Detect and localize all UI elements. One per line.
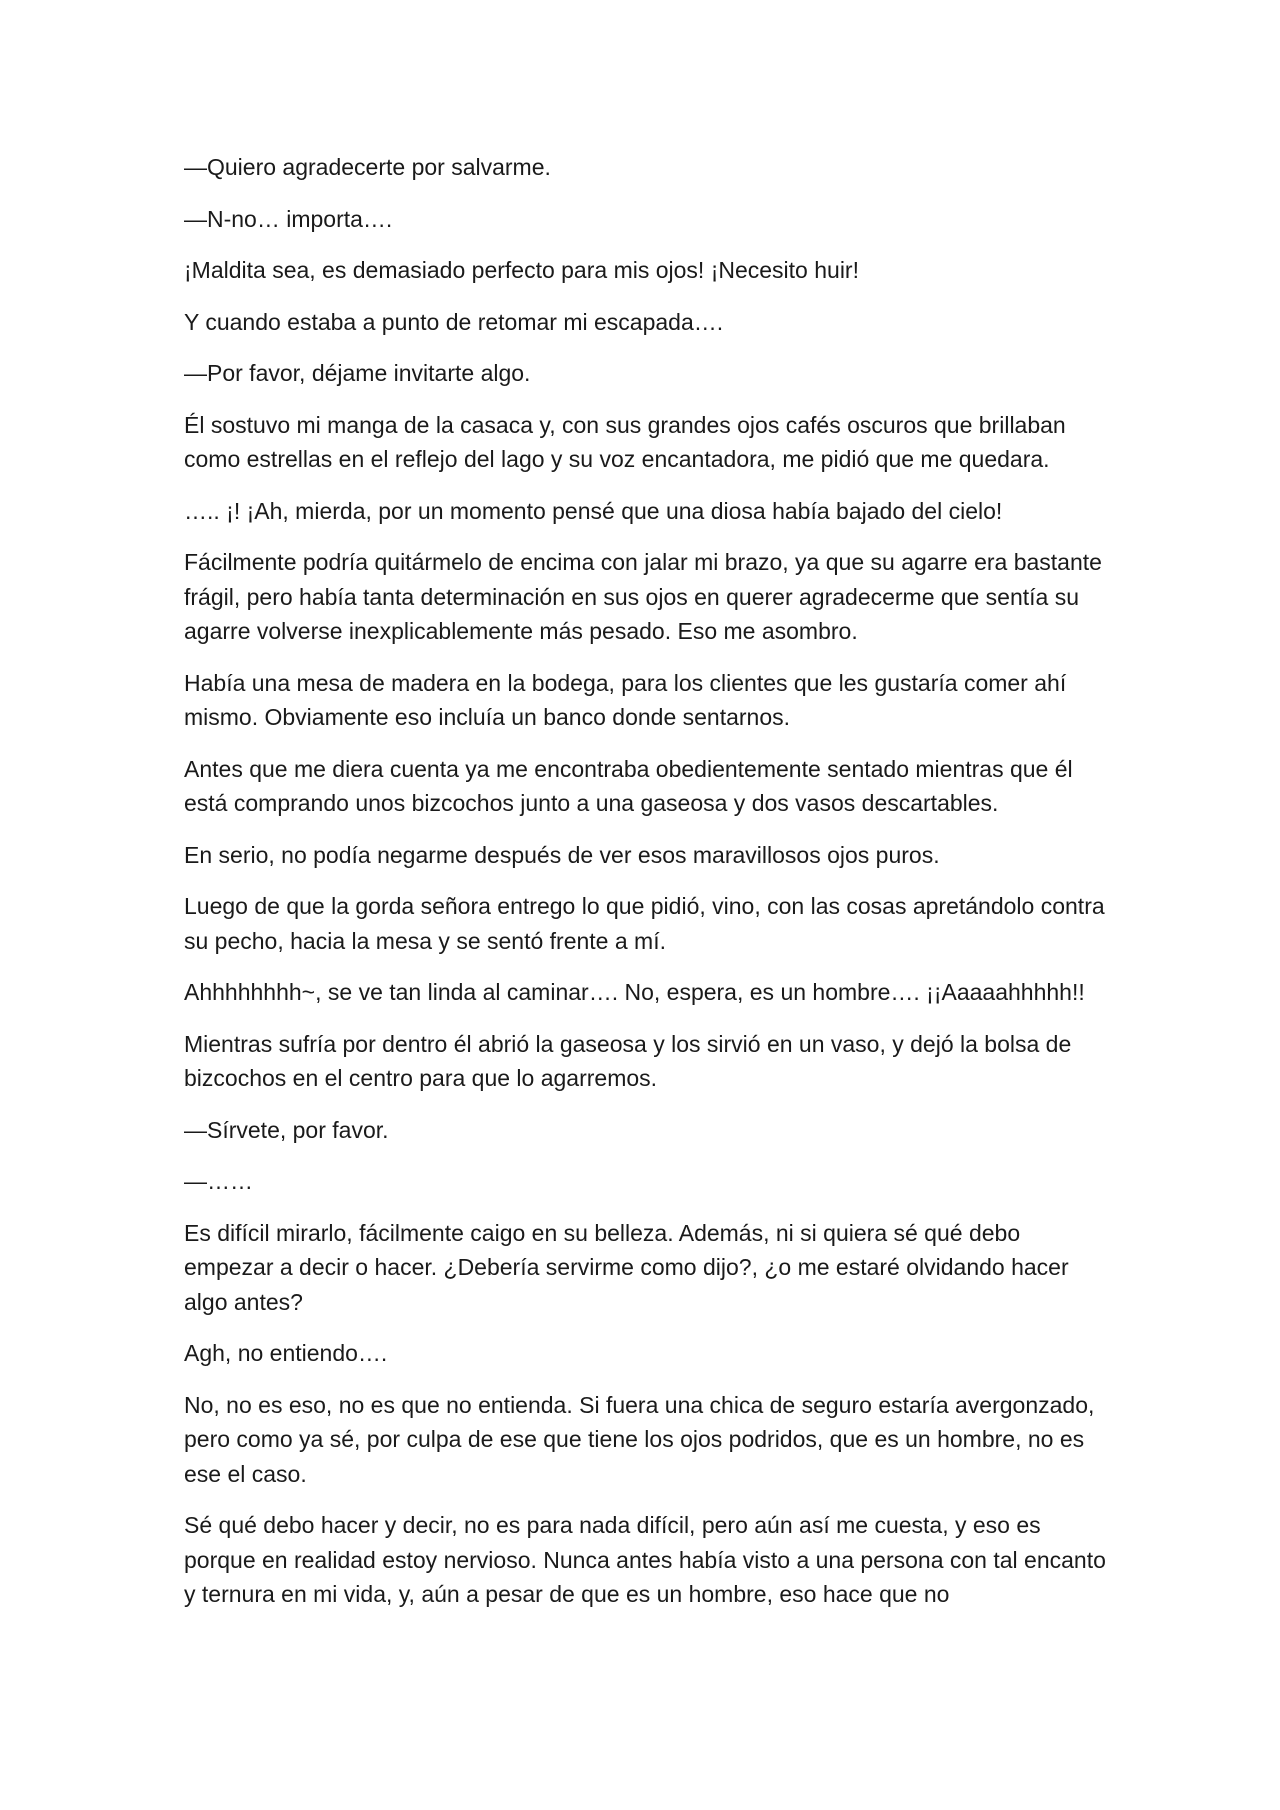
- paragraph: No, no es eso, no es que no entienda. Si fuera una chica de seguro estaría avergonzado, pero como ya sé, por culpa de ese que tiene los ojos podridos, que es un hombre, no es ese el caso.: [184, 1391, 1095, 1487]
- paragraph: Mientras sufría por dentro él abrió la gaseosa y los sirvió en un vaso, y dejó la bolsa de bizcochos en el centro para que lo agarremos.: [184, 1030, 1072, 1091]
- paragraph: Había una mesa de madera en la bodega, para los clientes que les gustaría comer ahí mismo. Obviamente eso incluía un banco donde sentarnos.: [184, 669, 1067, 730]
- paragraph: Antes que me diera cuenta ya me encontraba obedientemente sentado mientras que él está comprando unos bizcochos junto a una gaseosa y dos vasos descartables.: [184, 755, 1073, 816]
- paragraph: Sé qué debo hacer y decir, no es para nada difícil, pero aún así me cuesta, y eso es porque en realidad estoy nervioso. Nunca antes había visto a una persona con tal encanto y ternura en mi vida, y, aún a pesar de que es un hombre, eso hace que no: [184, 1512, 1106, 1607]
- paragraph: —Por favor, déjame invitarte algo.: [184, 360, 531, 386]
- paragraph: Fácilmente podría quitármelo de encima con jalar mi brazo, ya que su agarre era bastante frágil, pero había tanta determinación en sus ojos en querer agradecerme que sentía su agarre volverse inexplicablemente más pesado. Eso me asombro.: [184, 549, 1102, 644]
- paragraph: En serio, no podía negarme después de ver esos maravillosos ojos puros.: [184, 841, 940, 868]
- paragraph: Es difícil mirarlo, fácilmente caigo en su belleza. Además, ni si quiera sé qué debo empezar a decir o hacer. ¿Debería servirme como dijo?, ¿o me estaré olvidando hacer algo antes?: [184, 1219, 1069, 1315]
- paragraph: Luego de que la gorda señora entrego lo que pidió, vino, con las cosas apretándolo contra su pecho, hacia la mesa y se sentó frente a mí.: [184, 893, 1105, 954]
- paragraph: —……: [184, 1168, 253, 1194]
- paragraph: Ahhhhhhhh~, se ve tan linda al caminar…. No, espera, es un hombre…. ¡¡Aaaaahhhhh!!: [184, 979, 1085, 1005]
- paragraph: —Sírvete, por favor.: [184, 1116, 389, 1143]
- paragraph: —Quiero agradecerte por salvarme.: [184, 154, 551, 180]
- paragraph: ….. ¡! ¡Ah, mierda, por un momento pensé que una diosa había bajado del cielo!: [184, 497, 1003, 524]
- paragraph: Agh, no entiendo….: [184, 1340, 388, 1366]
- paragraph: ¡Maldita sea, es demasiado perfecto para mis ojos! ¡Necesito huir!: [184, 257, 859, 283]
- document-body: [184, 150, 1114, 1629]
- paragraph: —N-no… importa….: [184, 205, 393, 232]
- paragraph: Y cuando estaba a punto de retomar mi escapada….: [184, 308, 724, 335]
- paragraph: Él sostuvo mi manga de la casaca y, con sus grandes ojos cafés oscuros que brillaban como estrellas en el reflejo del lago y su voz encantadora, me pidió que me quedara.: [184, 411, 1066, 472]
